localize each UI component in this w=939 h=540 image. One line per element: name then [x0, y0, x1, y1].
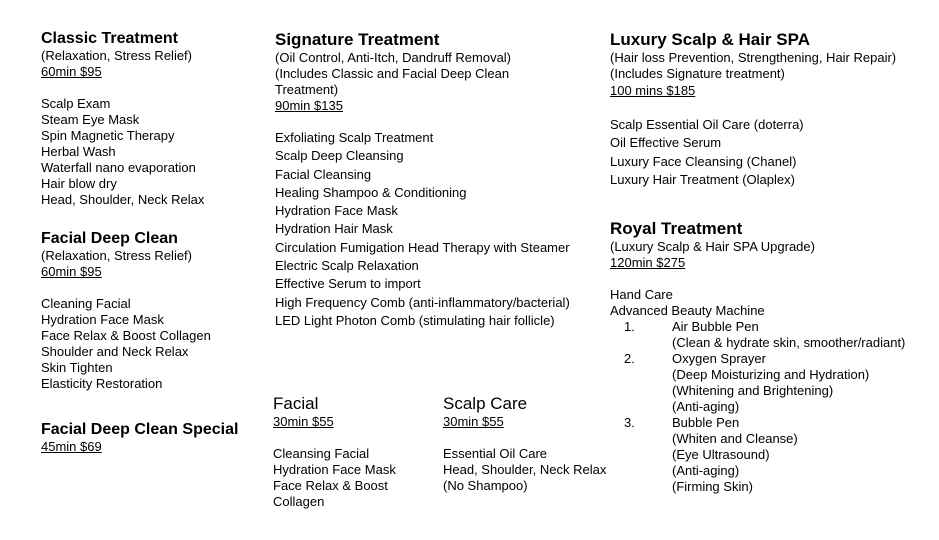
- list-item: Oil Effective Serum: [610, 135, 722, 151]
- list-item: Hydration Face Mask: [275, 203, 398, 219]
- list-item-line: (Firming Skin): [672, 479, 753, 494]
- list-item-line: (Deep Moisturizing and Hydration): [672, 367, 870, 382]
- list-item: Luxury Hair Treatment (Olaplex): [610, 171, 795, 187]
- list-item-line: Air Bubble Pen: [672, 319, 759, 334]
- luxury-spa-section: [610, 29, 896, 189]
- list-item-line: Bubble Pen: [672, 415, 740, 430]
- list-item: Luxury Face Cleansing (Chanel): [610, 153, 797, 169]
- royal-numbered-list: [624, 319, 905, 495]
- scalp-care-section: [443, 394, 606, 494]
- facial-items: [273, 446, 396, 510]
- list-item-line: (Eye Ultrasound): [672, 447, 770, 462]
- list-item: Essential Oil Care: [443, 446, 548, 461]
- facial-deep-clean-section: [41, 229, 211, 392]
- luxury-title: Luxury Scalp & Hair SPA: [610, 30, 810, 49]
- facial-special-section: [41, 420, 238, 455]
- signature-subtitle-2: (Includes Classic and Facial Deep Clean: [275, 66, 510, 81]
- list-item: [624, 351, 905, 415]
- scalp-care-title: Scalp Care: [443, 394, 528, 413]
- signature-treatment-section: [275, 29, 570, 330]
- luxury-subtitle-1: (Hair loss Prevention, Strengthening, Hair Repair): [610, 50, 897, 65]
- list-item-line: (Whitening and Brightening): [672, 383, 834, 398]
- classic-items: [41, 96, 204, 208]
- classic-subtitle: (Relaxation, Stress Relief): [41, 48, 192, 63]
- list-item-line: (Anti-aging): [672, 463, 740, 478]
- luxury-subtitle-2: (Includes Signature treatment): [610, 66, 785, 81]
- list-item: Exfoliating Scalp Treatment: [275, 130, 434, 145]
- list-item: Facial Cleansing: [275, 166, 372, 182]
- list-item: Hydration Hair Mask: [275, 221, 393, 237]
- list-item: [624, 415, 905, 495]
- list-item: Scalp Deep Cleansing: [275, 148, 404, 164]
- list-number: 1.: [624, 319, 635, 334]
- list-item: Head, Shoulder, Neck Relax: [443, 462, 607, 477]
- facial-section: [273, 394, 396, 510]
- facial-deep-items: [41, 296, 211, 392]
- list-item: Scalp Essential Oil Care (doterra): [610, 117, 804, 132]
- list-item: High Frequency Comb (anti-inflammatory/bacterial): [275, 294, 570, 310]
- scalp-care-price: 30min $55: [443, 414, 504, 429]
- list-item: Hand Care: [610, 287, 673, 302]
- list-item: Hair blow dry: [41, 176, 117, 191]
- list-item: Steam Eye Mask: [41, 112, 140, 127]
- list-item: Waterfall nano evaporation: [41, 160, 196, 175]
- list-item: Shoulder and Neck Relax: [41, 344, 189, 359]
- list-item: Collagen: [273, 494, 325, 509]
- scalp-care-items: [443, 446, 606, 494]
- list-item: Face Relax & Boost: [273, 478, 388, 493]
- facial-special-price: 45min $69: [41, 439, 102, 454]
- list-item: Herbal Wash: [41, 144, 116, 159]
- list-item: Hydration Face Mask: [41, 312, 164, 327]
- list-item: Electric Scalp Relaxation: [275, 258, 419, 274]
- list-item: LED Light Photon Comb (stimulating hair follicle): [275, 312, 555, 328]
- list-item: Face Relax & Boost Collagen: [41, 328, 211, 343]
- list-item: Elasticity Restoration: [41, 376, 163, 391]
- list-item: Spin Magnetic Therapy: [41, 128, 175, 143]
- luxury-price: 100 mins $185: [610, 83, 696, 98]
- list-number: 2.: [624, 351, 635, 366]
- facial-deep-price: 60min $95: [41, 264, 102, 279]
- facial-special-title: Facial Deep Clean Special: [41, 421, 239, 438]
- royal-intro: [610, 287, 905, 319]
- list-item: Advanced Beauty Machine: [610, 303, 765, 318]
- list-item: Cleansing Facial: [273, 446, 370, 461]
- list-item-line: (Anti-aging): [672, 399, 740, 414]
- luxury-items: [610, 116, 896, 189]
- list-item: Cleaning Facial: [41, 296, 131, 311]
- list-item-line: (Whiten and Cleanse): [672, 431, 798, 446]
- facial-title: Facial: [273, 394, 319, 413]
- list-item: Scalp Exam: [41, 96, 111, 111]
- list-item: (No Shampoo): [443, 478, 528, 493]
- facial-deep-title: Facial Deep Clean: [41, 230, 178, 247]
- list-item-line: (Clean & hydrate skin, smoother/radiant): [672, 335, 906, 350]
- list-item: Hydration Face Mask: [273, 462, 396, 477]
- list-item: Skin Tighten: [41, 360, 113, 375]
- signature-price: 90min $135: [275, 98, 343, 113]
- signature-title: Signature Treatment: [275, 30, 440, 49]
- signature-subtitle-1: (Oil Control, Anti-Itch, Dandruff Removal): [275, 50, 512, 65]
- royal-title: Royal Treatment: [610, 219, 743, 238]
- list-item: [624, 319, 905, 351]
- royal-subtitle: (Luxury Scalp & Hair SPA Upgrade): [610, 239, 815, 254]
- list-item: Head, Shoulder, Neck Relax: [41, 192, 205, 207]
- list-item: Circulation Fumigation Head Therapy with Steamer: [275, 239, 570, 255]
- signature-subtitle-3: Treatment): [275, 82, 339, 97]
- list-item: Healing Shampoo & Conditioning: [275, 184, 467, 200]
- classic-treatment-section: [41, 29, 204, 208]
- royal-price: 120min $275: [610, 255, 686, 270]
- royal-treatment-section: [610, 218, 905, 495]
- classic-title: Classic Treatment: [41, 30, 178, 47]
- signature-items: [275, 129, 570, 330]
- list-item: Effective Serum to import: [275, 276, 421, 292]
- classic-price: 60min $95: [41, 64, 102, 79]
- facial-deep-subtitle: (Relaxation, Stress Relief): [41, 248, 192, 263]
- list-item-line: Oxygen Sprayer: [672, 351, 766, 366]
- list-number: 3.: [624, 415, 635, 430]
- facial-price: 30min $55: [273, 414, 334, 429]
